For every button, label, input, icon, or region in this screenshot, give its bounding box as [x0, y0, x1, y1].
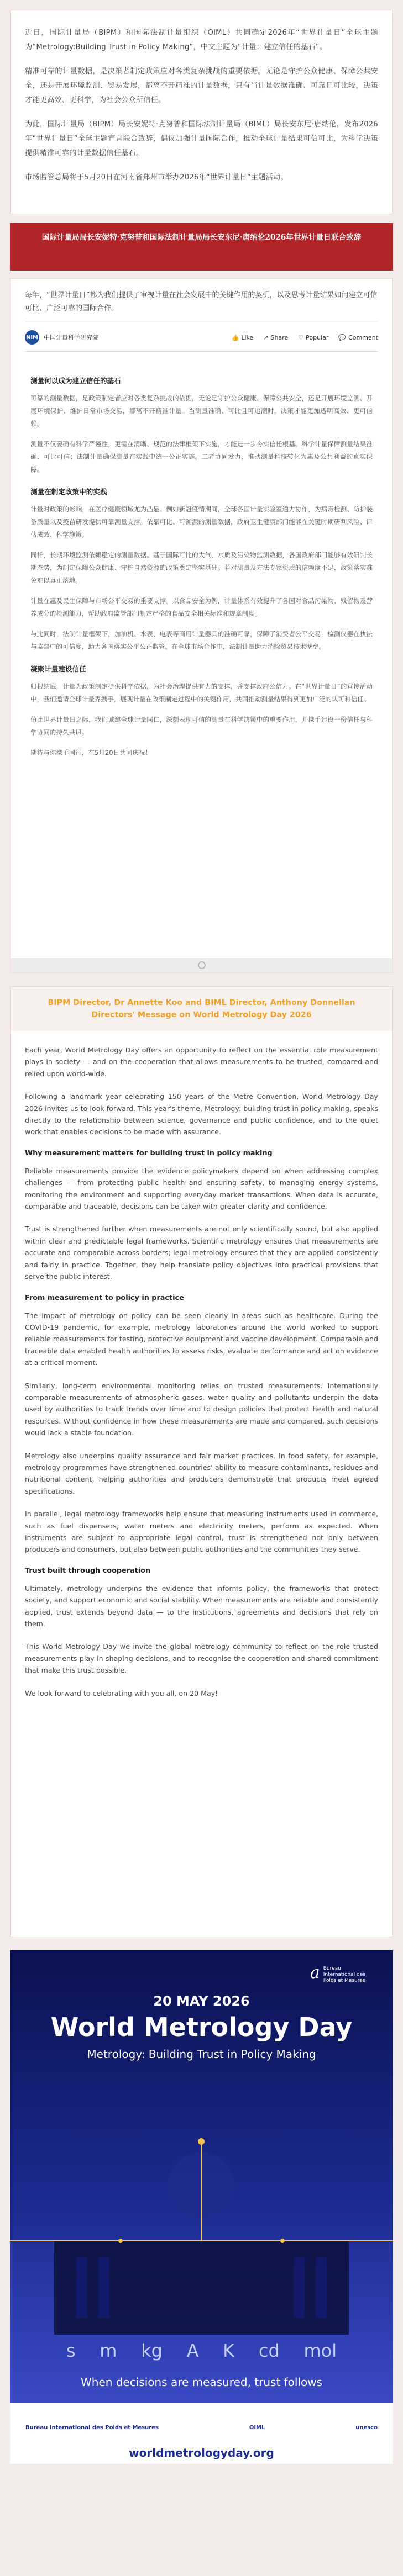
si-unit-label: m [100, 2340, 117, 2361]
wechat-body [25, 352, 378, 759]
popular-button[interactable]: ♡ Popular [298, 334, 329, 341]
sponsor-logos [10, 2414, 393, 2441]
intro-paragraph: 精准可靠的计量数据，是决策者制定政策应对各类复杂挑战的重要依据。无论是守护公众健康、保障公共安全，还是开展环境监测、贸易发展，都离不开精准的计量数据，只有当计量数据准确、可靠且可比较，决策才能更高效、更科学，为社会公众所信任。 [25, 67, 378, 104]
loading-bar [11, 958, 392, 972]
english-paragraph: Following a landmark year celebrating 150 years of the Metre Convention, World Metrology Day 2026 invites us to look forward. This year's theme, Metrology: building trust in policy making, speaks directly to the relationship between science, governance and public confidence, and to the quiet work that enables decisions to be made with assurance. [25, 1092, 378, 1136]
english-paragraph: This World Metrology Day we invite the global metrology community to reflect on the role trusted measurements play in shaping decisions, and to recognise the cooperation and shared commitment that make this trust possible. [25, 1642, 378, 1675]
wechat-toolbar [25, 330, 378, 352]
bipm-logo: Bureau International des Poids et Mesures [25, 2424, 159, 2431]
bipm-logo-icon: a [310, 1963, 320, 1982]
section-banner: 国际计量局局长安妮特·克努普和国际法制计量局局长安东尼·唐纳伦2026年世界计量日联合致辞 [10, 223, 393, 271]
account-logo-icon: NIM [25, 330, 39, 345]
english-paragraph: Ultimately, metrology underpins the evidence that informs policy, the frameworks that protect society, and support economic and social stability. When measurements are reliable and consistently applied, trust extends beyond data — to the institutions, agreements and decisions that rely on them. [25, 1584, 378, 1628]
oiml-logo: OIML [249, 2424, 265, 2431]
english-paragraph: We look forward to celebrating with you all, on 20 May! [25, 1689, 218, 1697]
comment-icon: 💬 [338, 334, 347, 341]
intro-paragraph: 近日，国际计量局（BIPM）和国际法制计量组织（OIML）共同确定2026年“世界计量日”全球主题为“Metrology:Building Trust in Policy Making”，中文主题为“计量：建立信任的基石”。 [25, 29, 378, 51]
poster-tagline: When decisions are measured, trust follows [80, 2376, 323, 2389]
world-metrology-day-poster [10, 1950, 393, 2464]
section-heading: 凝聚计量建设信任 [30, 665, 86, 673]
english-paragraph: In parallel, legal metrology frameworks help ensure that measuring instruments used in commerce, such as fuel dispensers, water meters and electricity meters, perform as expected. When instruments are subject to appropriate legal control, trust is strengthened not only between producers and consumers, but also between public authorities and the communities they serve. [25, 1510, 378, 1554]
si-unit-label: A [186, 2340, 199, 2361]
english-heading: BIPM Director, Dr Annette Koo and BIML Director, Anthony Donnellan Directors' Message on World Metrology Day 2026 [11, 987, 392, 1031]
share-button[interactable]: ↗ Share [263, 334, 289, 341]
body-paragraph: 计量在惠及民生保障与市场公平交易的重要支撑。以食品安全为例，计量体系有效提升了各国对食品污染物、残留物及营养成分的检测能力，帮助政府监管部门制定严格的食品安全相关标准和规章制度。 [30, 597, 373, 617]
si-unit-label: kg [141, 2340, 163, 2361]
website-link[interactable]: worldmetrologyday.org [129, 2446, 274, 2459]
body-paragraph: 计量对政策的影响，在医疗健康领域尤为凸显。例如新冠疫情期间，全球各国计量实验室通力协作，为病毒检测、防护装备质量以及疫苗研发提供可靠测量支撑。依靠可比、可溯源的测量数据，政府卫生健康部门能够在关键时期研判风险、评估成效、科学施策。 [30, 505, 373, 538]
english-subheading: Why measurement matters for building trust in policy making [25, 1149, 273, 1157]
english-paragraph: Similarly, long-term environmental monitoring relies on trusted measurements. Internationally comparable measurements of atmospheric gases, water quality and pollutants underpin the data used by authorities to track trends over time and to design policies that protect health and natural resources. Without confidence in how these measurements are made and compared, such decisions would lack a stable foundation. [25, 1381, 378, 1437]
bipm-badge: a Bureau International des Poids et Mesures [310, 1963, 365, 1983]
loading-spinner-icon [198, 961, 206, 969]
english-message-card [10, 986, 393, 1937]
body-paragraph: 可靠的测量数据，是政策制定者应对各类复杂挑战的依据，无论是守护公众健康、保障公共安全，还是开展环境监测、开展环境保护、维护日常市场交易，都离不开精准计量。当测量准确、可比且可追溯时，决策才能更加透明高效、更可信赖。 [30, 394, 373, 427]
si-unit-label: mol [303, 2340, 337, 2361]
english-subheading: Trust built through cooperation [25, 1566, 151, 1575]
wechat-article-embed [10, 278, 393, 973]
intro-paragraph: 为此，国际计量局（BIPM）局长安妮特·克努普和国际法制计量局（BIML）局长安东尼·唐纳伦，发布2026年“世界计量日”全球主题宣言联合致辞，倡议加强计量国际合作，推动全球计量结果可信可比，为科学决策提供精准可靠的计量数据信任基石。 [25, 120, 378, 157]
poster-title: World Metrology Day [50, 2012, 353, 2042]
intro-paragraph: 市场监管总局将于5月20日在河南省郑州市举办2026年“世界计量日”主题活动。 [25, 173, 288, 182]
english-paragraph: Metrology also underpins quality assurance and fair market practices. In food safety, for example, metrology programmes have strengthened countries' ability to measure contaminants, residues and nutritional content, helping authorities and producers demonstrate that products meet agreed specifications. [25, 1451, 378, 1495]
body-paragraph: 测量不仅要确有科学严谨性，更需在清晰、规范的法律框架下实施，才能进一步夯实信任根基。科学计量保障测量结果准确、可比可信；法制计量确保测量在实践中统一公正实施。二者协同发力，推动测量科技转化为惠及公共利益的真实保障。 [30, 440, 373, 473]
poster-subtitle: Metrology: Building Trust in Policy Making [87, 2048, 316, 2061]
body-paragraph: 值此世界计量日之际，我们诚邀全球计量同仁，深刻表现可信的测量在科学决策中的重要作用，并携手建设一份信任与科学协同的持久共识。 [30, 716, 373, 736]
account-info[interactable] [25, 330, 98, 345]
body-paragraph: 归根结底，计量为政策制定提供科学依据，为社会治理提供有力的支撑，并支撑政府公信力。在“世界计量日”的宣传活动中，我们邀请全球计量界携手，展现计量在政策制定过程中的关键作用，共同推动测量结果得到更加广泛的认可和信任。 [30, 683, 373, 703]
section-heading: 测量在制定政策中的实践 [30, 488, 107, 496]
section-heading: 测量何以成为建立信任的基石 [30, 377, 121, 385]
si-units-row [10, 2340, 393, 2361]
share-icon: ↗ [263, 334, 269, 341]
account-name: 中国计量科学研究院 [44, 334, 98, 341]
thumbs-up-icon: 👍 [231, 334, 239, 341]
english-paragraph: Each year, World Metrology Day offers an opportunity to reflect on the essential role measurement plays in society — and on the cooperation that allows measurements to be trusted, compared and relied upon world-wide. [25, 1046, 378, 1078]
like-button[interactable]: 👍 Like [231, 334, 254, 341]
unesco-logo: unesco [355, 2424, 378, 2431]
english-paragraph: Reliable measurements provide the evidence policymakers depend on when addressing complex challenges — from protecting public health and ensuring safety, to managing energy systems, monitoring the environment and supporting everyday market transactions. When data is accurate, comparable and traceable, decisions can be taken with greater clarity and confidence. [25, 1166, 378, 1211]
wechat-lead: 每年，“世界计量日”都为我们提供了审视计量在社会发展中的关键作用的契机，以及思考计量结果如何建立可信可比、广泛可靠的国际合作。 [25, 291, 378, 313]
english-subheading: From measurement to policy in practice [25, 1293, 184, 1302]
poster-illustration [10, 2075, 393, 2335]
english-paragraph: Trust is strengthened further when measurements are not only scientifically sound, but also applied within clear and predictable legal frameworks. Scientific metrology ensures that measurements are accurate and comparable across borders; legal metrology ensures that they are applied consistently and fairly in practice. Together, they help translate policy objectives into practical provisions that serve the public interest. [25, 1225, 378, 1281]
heart-icon: ♡ [298, 334, 304, 341]
body-paragraph: 同样，长期环境监测依赖稳定的测量数据。基于国际可比的大气、水质及污染物监测数据，各国政府部门能够有效研判长期态势，为制定保障公众健康、守护自然资源的政策奠定坚实基础。若对测量及方法专家资质的信赖度不足，政策落实难免难以真正落地。 [30, 551, 373, 584]
body-paragraph: 与此同时，法制计量框架下，加油机、水表、电表等商用计量器具的准确可靠，保障了消费者公平交易，检测仪器在执法与监督中的可信度，助力各国落实公平公正监管。在全球市场合作中，法制计量助力消除贸易技术壁垒。 [30, 630, 373, 650]
english-body [11, 1031, 392, 1723]
intro-card [10, 10, 393, 214]
si-unit-label: K [223, 2340, 235, 2361]
poster-date: 20 MAY 2026 [153, 1993, 250, 2009]
body-paragraph: 期待与你携手同行，在5月20日共同庆祝！ [30, 749, 152, 757]
english-paragraph: The impact of metrology on policy can be seen clearly in areas such as healthcare. During the COVID-19 pandemic, for example, metrology laboratories around the world worked to support reliable measurements for testing, protective equipment and vaccine development. Comparable and traceable data enabled health authorities to assess risks, evaluate performance and act on evidence at a critical moment. [25, 1311, 378, 1367]
si-unit-label: s [66, 2340, 76, 2361]
si-unit-label: cd [258, 2340, 280, 2361]
comment-button[interactable]: 💬 Comment [338, 334, 378, 341]
